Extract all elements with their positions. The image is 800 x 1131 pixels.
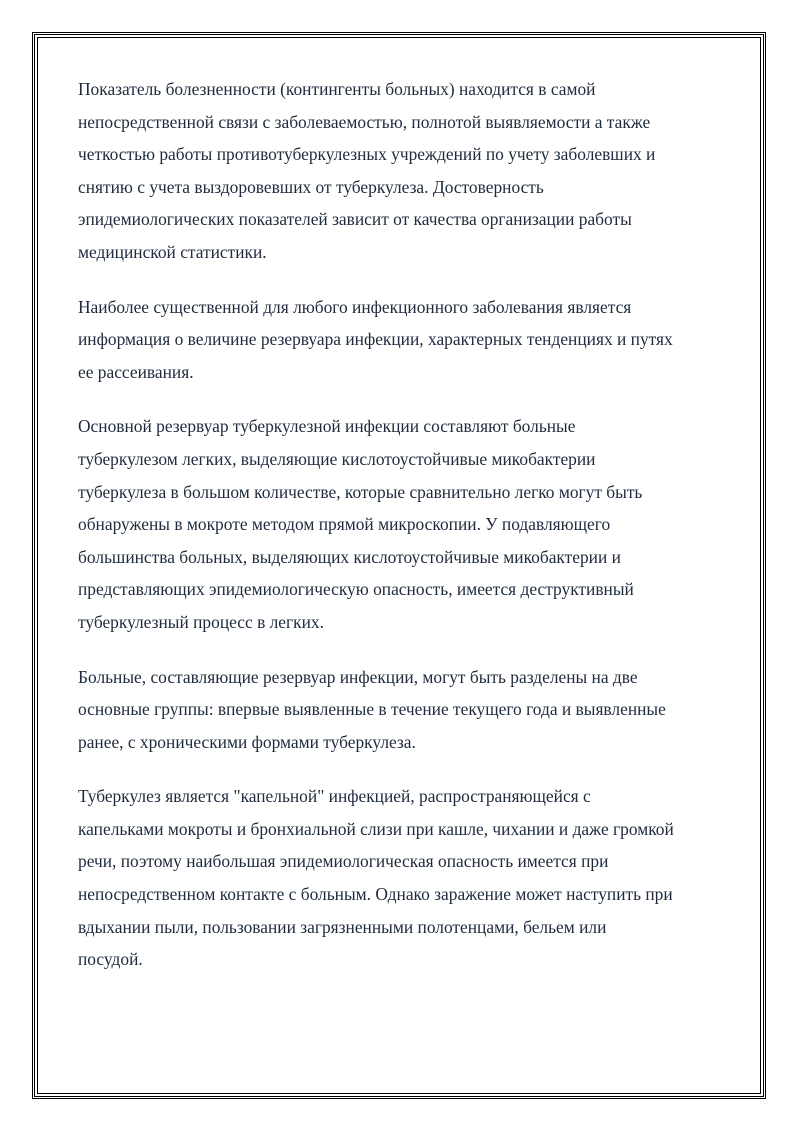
text-line: Основной резервуар туберкулезной инфекции составляют больные — [78, 416, 576, 437]
text-line: информация о величине резервуара инфекции, характерных тенденциях и путях — [78, 329, 673, 350]
text-line: обнаружены в мокроте методом прямой микроскопии. У подавляющего — [78, 514, 611, 535]
text-line: речи, поэтому наибольшая эпидемиологическая опасность имеется при — [78, 851, 609, 872]
text-line: медицинской статистики. — [78, 241, 267, 262]
text-line: туберкулезом легких, выделяющие кислотоустойчивые микобактерии — [78, 448, 596, 469]
text-line: большинства больных, выделяющих кислотоустойчивые микобактерии и — [78, 546, 621, 567]
text-line: ранее, с хроническими формами туберкулеза. — [78, 731, 416, 752]
text-line: вдыхании пыли, пользовании загрязненными полотенцами, бельем или — [78, 916, 607, 937]
text-line: ее рассеивания. — [78, 361, 194, 382]
page-border — [32, 32, 766, 1099]
text-line: Туберкулез является "капельной" инфекцией, распространяющейся с — [78, 786, 591, 807]
text-line: четкостью работы противотуберкулезных учреждений по учету заболевших и — [78, 144, 656, 165]
paragraph-2 — [78, 291, 738, 389]
paragraph-4 — [78, 661, 738, 759]
text-line: представляющих эпидемиологическую опасность, имеется деструктивный — [78, 579, 634, 600]
text-line: капельками мокроты и бронхиальной слизи при кашле, чихании и даже громкой — [78, 818, 674, 839]
text-line: непосредственном контакте с больным. Однако заражение может наступить при — [78, 884, 673, 905]
text-line: туберкулеза в большом количестве, которые сравнительно легко могут быть — [78, 481, 643, 502]
paragraph-1 — [78, 73, 738, 269]
text-line: основные группы: впервые выявленные в течение текущего года и выявленные — [78, 699, 666, 720]
text-line: непосредственной связи с заболеваемостью, полнотой выявляемости а также — [78, 111, 651, 132]
text-line: туберкулезный процесс в легких. — [78, 611, 324, 632]
text-line: эпидемиологических показателей зависит от качества организации работы — [78, 209, 632, 230]
text-line: Наиболее существенной для любого инфекционного заболевания является — [78, 296, 632, 317]
text-line: Показатель болезненности (контингенты больных) находится в самой — [78, 79, 596, 99]
paragraph-5 — [78, 780, 738, 976]
text-line: снятию с учета выздоровевших от туберкулеза. Достоверность — [78, 176, 544, 197]
text-line: посудой. — [78, 949, 143, 970]
paragraph-3 — [78, 410, 738, 638]
text-line: Больные, составляющие резервуар инфекции, могут быть разделены на две — [78, 666, 638, 687]
document-body — [78, 73, 738, 998]
